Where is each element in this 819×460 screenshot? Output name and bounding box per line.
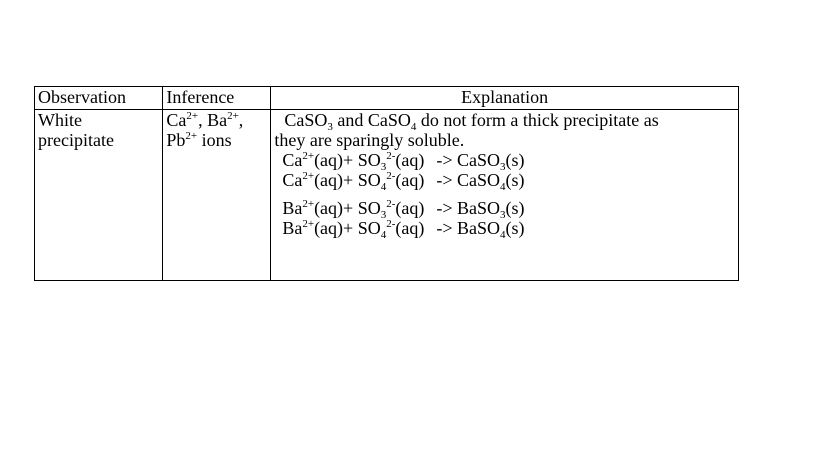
explanation-line-1 [274, 110, 735, 133]
eq-cation: Ca [282, 170, 303, 190]
header-observation: Observation [35, 87, 163, 110]
eq-product: BaSO [457, 198, 501, 218]
eq-state: (s) [505, 198, 525, 218]
explanation-text: do not form a thick precipitate as [416, 110, 659, 130]
eq-tail: (aq) [395, 150, 425, 170]
inference-cell [163, 110, 271, 281]
eq-mid: (aq)+ SO [314, 170, 381, 190]
formula-caso3: CaSO [284, 110, 328, 130]
eq-cation: Ba [282, 218, 303, 238]
inference-line-1 [166, 110, 267, 130]
eq-mid: (aq)+ SO [314, 198, 381, 218]
eq-tail: (aq) [395, 170, 425, 190]
eq-product-sub: 4 [500, 229, 506, 241]
eq-arrow: -> [436, 218, 458, 238]
observation-cell [35, 110, 163, 281]
ion-suffix: ions [197, 130, 232, 150]
equation-4 [274, 218, 735, 241]
table-row [35, 110, 739, 281]
eq-cation-charge: 2+ [302, 198, 315, 210]
ion-pb: Pb [166, 130, 186, 150]
eq-product-sub: 3 [500, 209, 506, 221]
observation-line-2: precipitate [38, 130, 114, 150]
header-inference: Inference [163, 87, 271, 110]
eq-mid: (aq)+ SO [314, 150, 381, 170]
ion-ba: Ba [207, 110, 228, 130]
eq-cation: Ca [282, 150, 303, 170]
ion-ca: Ca [166, 110, 187, 130]
eq-cation-charge: 2+ [302, 170, 315, 182]
eq-product-sub: 4 [500, 181, 506, 193]
formula-caso4-sub: 4 [410, 121, 417, 133]
eq-arrow: -> [436, 198, 458, 218]
eq-anion-sub: 4 [380, 229, 387, 241]
ion-ba-charge: 2+ [227, 110, 239, 122]
explanation-cell [271, 110, 739, 281]
equation-1 [274, 150, 735, 173]
eq-product-sub: 3 [500, 161, 506, 173]
header-row [35, 87, 739, 110]
formula-caso4: and CaSO [332, 110, 411, 130]
eq-cation: Ba [282, 198, 303, 218]
ion-separator-1: , [198, 110, 208, 130]
ion-pb-charge: 2+ [185, 130, 198, 142]
eq-cation-charge: 2+ [302, 150, 315, 162]
eq-cation-charge: 2+ [302, 218, 315, 230]
eq-state: (s) [505, 170, 525, 190]
eq-arrow: -> [436, 170, 458, 190]
ion-ca-charge: 2+ [186, 110, 199, 122]
results-table [34, 86, 739, 281]
eq-product: CaSO [457, 150, 501, 170]
inference-line-2 [166, 130, 267, 150]
observation-line-1: White [38, 110, 82, 130]
eq-anion-sub: 4 [380, 181, 387, 193]
eq-anion-charge: 2- [386, 150, 396, 162]
equation-2 [274, 170, 735, 193]
eq-state: (s) [505, 218, 525, 238]
ion-separator-2: , [238, 110, 244, 130]
eq-anion-charge: 2- [386, 170, 396, 182]
eq-product: BaSO [457, 218, 501, 238]
eq-mid: (aq)+ SO [314, 218, 381, 238]
formula-caso3-sub: 3 [327, 121, 333, 133]
eq-state: (s) [505, 150, 525, 170]
eq-anion-sub: 3 [380, 209, 387, 221]
equation-3 [274, 198, 735, 221]
eq-anion-charge: 2- [386, 218, 396, 230]
eq-anion-charge: 2- [386, 198, 396, 210]
eq-tail: (aq) [395, 198, 425, 218]
eq-tail: (aq) [395, 218, 425, 238]
eq-arrow: -> [436, 150, 458, 170]
eq-product: CaSO [457, 170, 501, 190]
header-explanation: Explanation [271, 87, 739, 110]
eq-anion-sub: 3 [380, 161, 387, 173]
explanation-line-2: they are sparingly soluble. [274, 130, 465, 150]
